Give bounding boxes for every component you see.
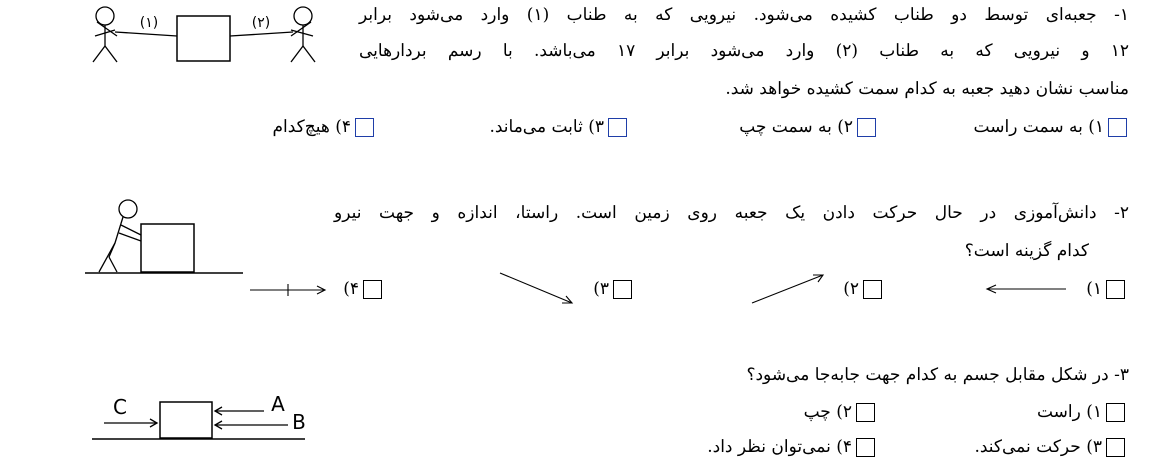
rope-label-1: (۱) bbox=[139, 15, 159, 31]
option-label: ۲) چپ bbox=[803, 402, 852, 422]
q3-line-1: ۳- در شکل مقابل جسم به کدام جهت جابه‌جا می‌شود؟ bbox=[746, 365, 1129, 385]
q2-push-figure bbox=[85, 195, 250, 280]
checkbox[interactable] bbox=[857, 118, 876, 137]
checkbox[interactable] bbox=[856, 403, 875, 422]
q1-line-1: ۱- جعبه‌ای توسط دو طناب کشیده می‌شود. نیرویی که به طناب (۱) وارد می‌شود برابر bbox=[359, 5, 1129, 25]
q3-option-3[interactable] bbox=[974, 437, 1125, 457]
option-label: ۴) نمی‌توان نظر داد. bbox=[707, 437, 852, 457]
q1-line-2: ۱۲ و نیرویی که به طناب (۲) وارد می‌شود برابر ۱۷ می‌باشد. با رسم بردارهایی bbox=[359, 41, 1130, 61]
q2-line-2: کدام گزینه است؟ bbox=[964, 241, 1089, 261]
q3-option-2[interactable] bbox=[804, 402, 875, 422]
q1-option-1[interactable] bbox=[974, 117, 1127, 137]
checkbox[interactable] bbox=[856, 438, 875, 457]
option-label: ۳) bbox=[593, 279, 609, 299]
checkbox[interactable] bbox=[1106, 438, 1125, 457]
option-label: ۳) ثابت می‌ماند. bbox=[489, 117, 604, 137]
option-label: ۱) راست bbox=[1036, 402, 1102, 422]
option-label: ۱) bbox=[1086, 279, 1102, 299]
q1-line-3: مناسب نشان دهید جعبه به کدام سمت کشیده خواهد شد. bbox=[725, 79, 1129, 99]
q2-option-1[interactable] bbox=[1086, 279, 1125, 299]
arrow-left-icon bbox=[987, 285, 1066, 293]
q1-option-2[interactable] bbox=[739, 117, 876, 137]
force-label-b: B bbox=[292, 410, 306, 434]
checkbox[interactable] bbox=[1106, 280, 1125, 299]
checkbox[interactable] bbox=[608, 118, 627, 137]
checkbox[interactable] bbox=[355, 118, 374, 137]
option-label: ۳) حرکت نمی‌کند. bbox=[974, 437, 1102, 457]
arrow-right-icon bbox=[250, 284, 325, 296]
q2-line-1: ۲- دانش‌آموزی در حال حرکت دادن یک جعبه روی زمین است. راستا، اندازه و جهت نیرو bbox=[334, 203, 1129, 223]
force-label-c: C bbox=[113, 395, 127, 419]
q2-option-vectors bbox=[240, 265, 1090, 310]
option-label: ۴) bbox=[343, 279, 359, 299]
q3-option-4[interactable] bbox=[707, 437, 875, 457]
q1-option-3[interactable] bbox=[489, 117, 627, 137]
q1-tug-figure bbox=[85, 2, 330, 72]
checkbox[interactable] bbox=[1106, 403, 1125, 422]
option-label: ۴) هیچ‌کدام bbox=[272, 117, 351, 137]
arrow-down-right-icon bbox=[500, 273, 572, 303]
force-label-a: A bbox=[271, 392, 285, 416]
q3-forces-figure bbox=[90, 392, 320, 452]
checkbox[interactable] bbox=[1108, 118, 1127, 137]
option-label: ۲) به سمت چپ bbox=[739, 117, 853, 137]
option-label: ۱) به سمت راست bbox=[973, 117, 1104, 137]
rope-label-2: (۲) bbox=[251, 15, 271, 31]
arrow-up-right-icon bbox=[752, 275, 823, 303]
q3-option-1[interactable] bbox=[1037, 402, 1125, 422]
option-label: ۲) bbox=[843, 279, 859, 299]
q1-option-4[interactable] bbox=[272, 117, 374, 137]
